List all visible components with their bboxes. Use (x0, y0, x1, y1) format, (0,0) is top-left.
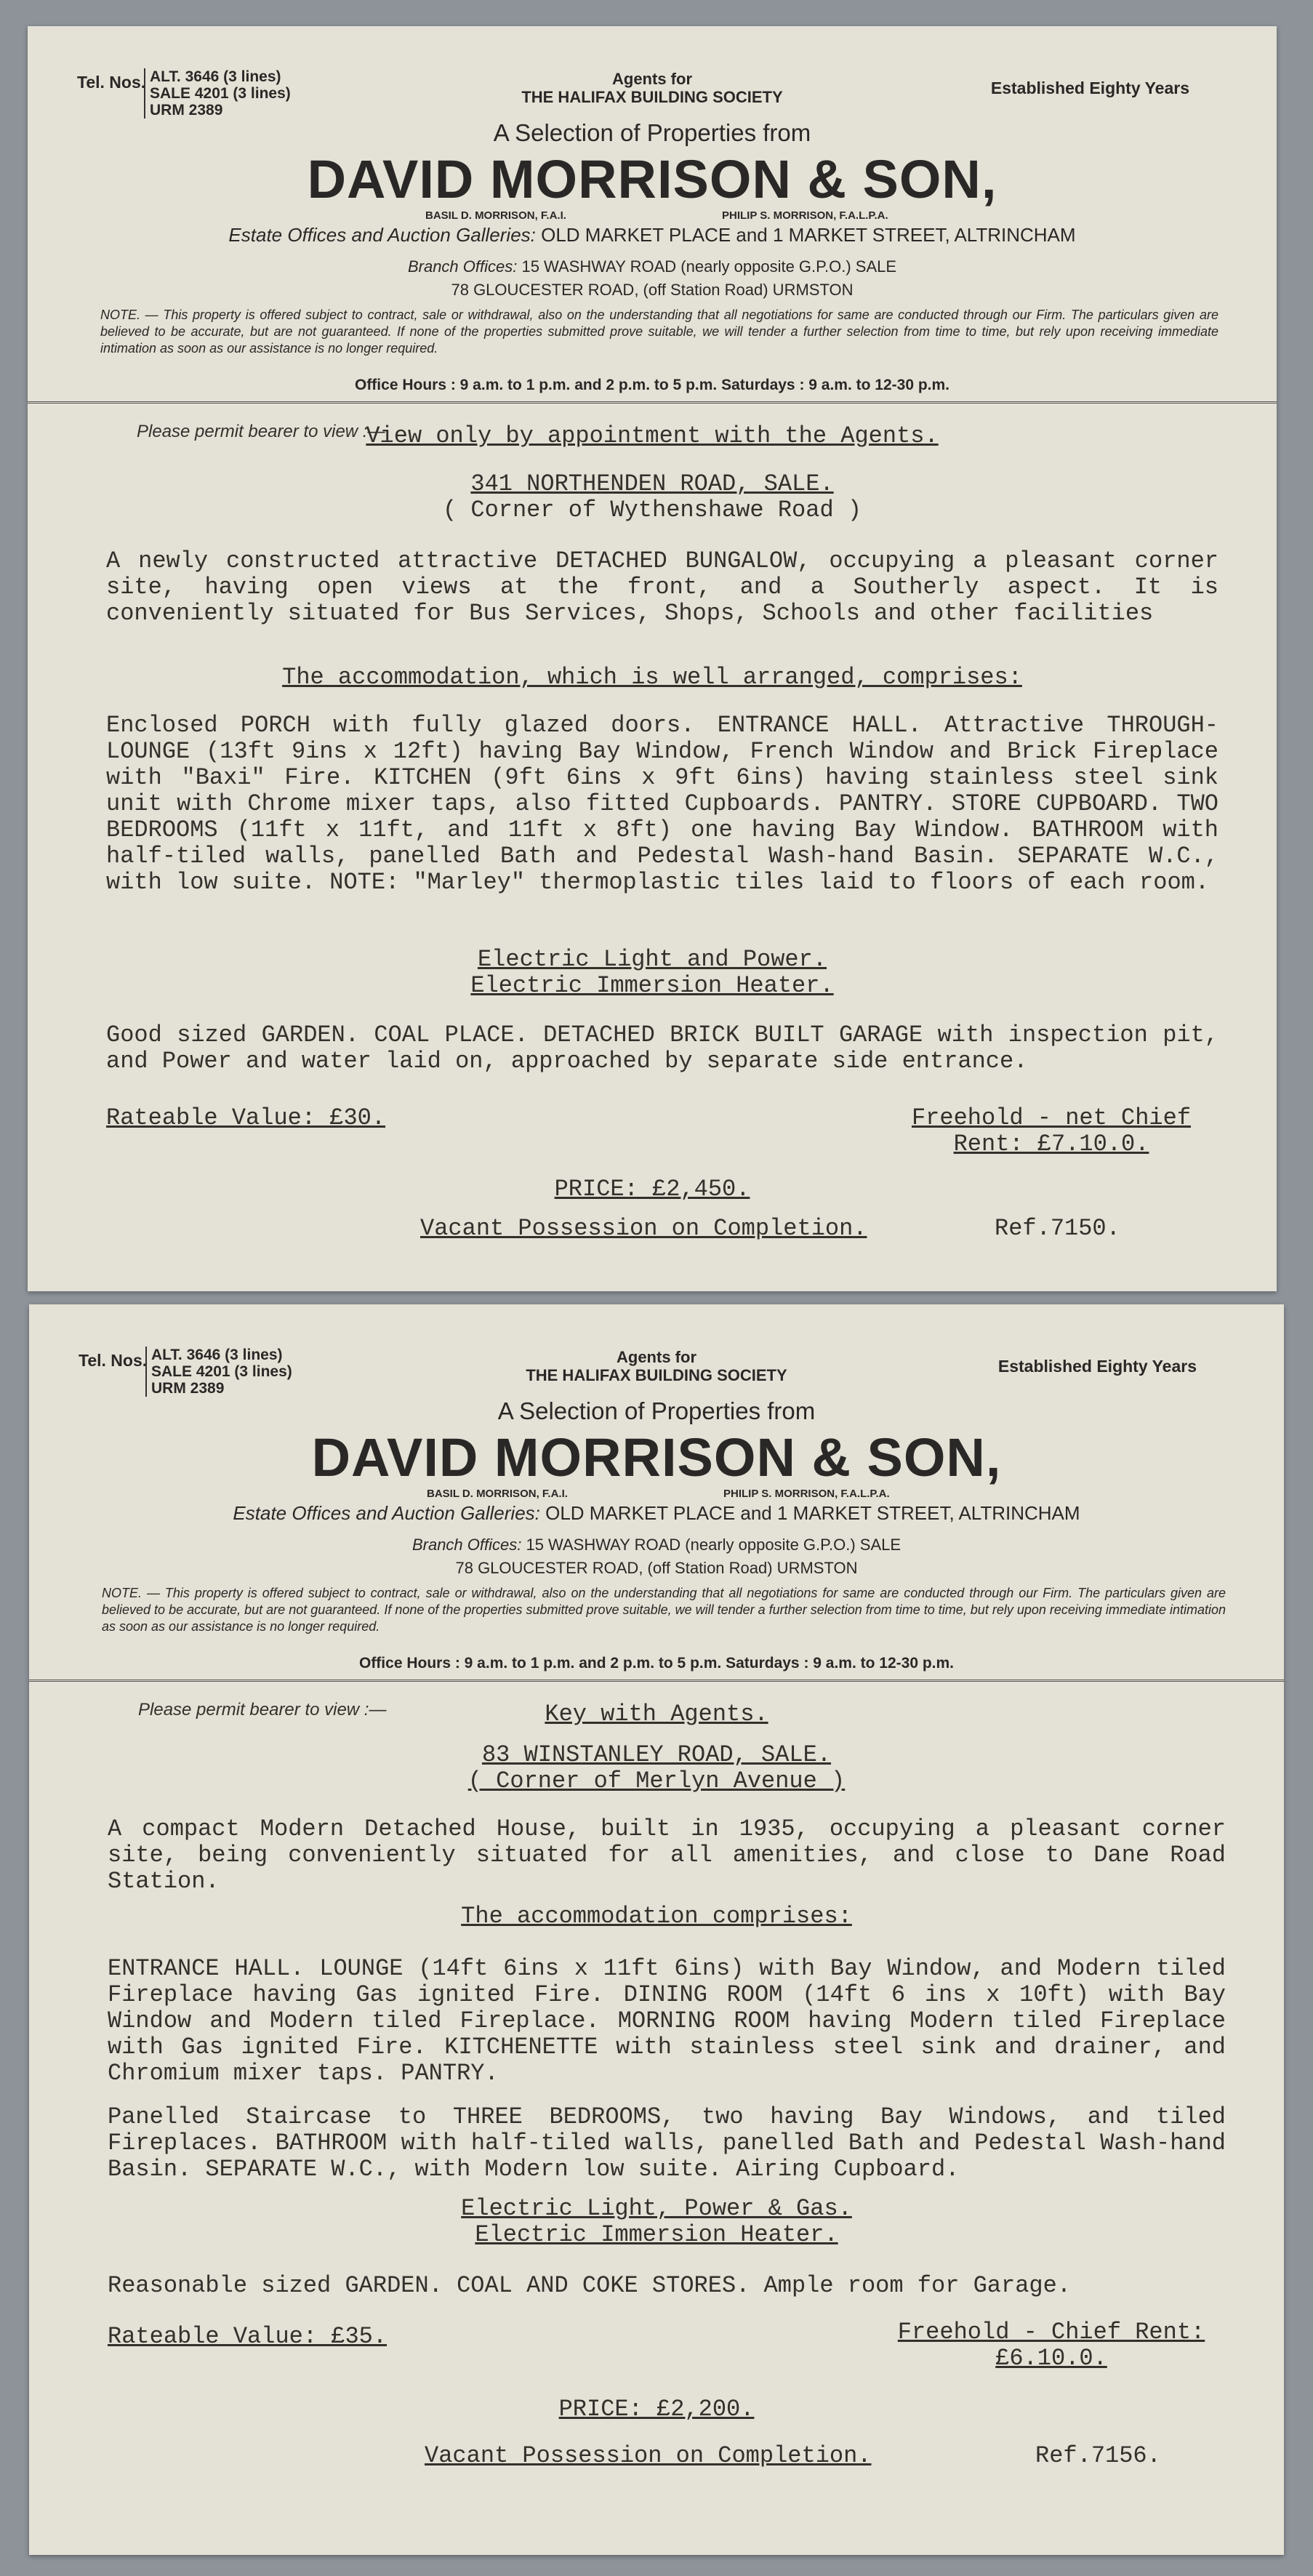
reference-number: Ref.7156. (1035, 2442, 1161, 2469)
tel-line: ALT. 3646 (3 lines) (150, 68, 281, 85)
firm-name: DAVID MORRISON & SON, (307, 149, 997, 209)
terms-note: NOTE. — This property is offered subject to contract, sale or withdrawal, also on the understanding that all negotiations for same are conducted through our Firm. The particulars given are believed to be accurate, but are not guaranteed. If none of the properties submitted prove suitable, we will tender a further selection from time to time, but rely upon receiving immediate intimation as soon as our assistance is no longer required. (102, 1586, 1226, 1634)
corner-note: ( Corner of Wythenshawe Road ) (442, 497, 862, 523)
reference-number: Ref.7150. (995, 1215, 1120, 1242)
tel-label: Tel. Nos. (79, 1351, 148, 1370)
estate-address: OLD MARKET PLACE and 1 MARKET STREET, ALTRINCHAM (541, 224, 1076, 246)
branch-offices (29, 1536, 1284, 1554)
price: PRICE: £2,200. (558, 2396, 755, 2423)
partner-name: PHILIP S. MORRISON, F.A.L.P.A. (723, 1488, 890, 1500)
possession-note: Vacant Possession on Completion. (425, 2442, 872, 2469)
divider (29, 1680, 1284, 1682)
selection-title: A Selection of Properties from (493, 119, 811, 146)
viewing-terms: Key with Agents. (545, 1701, 768, 1728)
branch-label: Branch Offices: (411, 1536, 522, 1554)
services-line: Electric Light and Power. (477, 946, 827, 973)
estate-offices (29, 1502, 1284, 1525)
permit-line: Please permit bearer to view :— (138, 1700, 387, 1720)
partner-name: BASIL D. MORRISON, F.A.I. (427, 1488, 568, 1500)
possession-note: Vacant Possession on Completion. (420, 1215, 867, 1242)
established-note: Established Eighty Years (997, 1357, 1197, 1376)
office-hours: Office Hours : 9 a.m. to 1 p.m. and 2 p.m. to 5 p.m. Saturdays : 9 a.m. to 12-30 p.m. (358, 1655, 955, 1672)
price: PRICE: £2,450. (554, 1176, 750, 1203)
accommodation-heading: The accommodation, which is well arranged, comprises: (282, 664, 1022, 691)
branch-address: 15 WASHWAY ROAD (nearly opposite G.P.O.) SALE (526, 1536, 902, 1554)
intro-paragraph: A compact Modern Detached House, built in 1935, occupying a pleasant corner site, being conveniently situated for all amenities, and close to Dane Road Station. (108, 1815, 1226, 1895)
viewing-terms: View only by appointment with the Agents. (366, 422, 939, 449)
tel-line: SALE 4201 (3 lines) (150, 85, 291, 102)
tel-line: ALT. 3646 (3 lines) (151, 1347, 283, 1363)
agents-line: Agents for (617, 1348, 696, 1366)
intro-paragraph: A newly constructed attractive DETACHED BUNGALOW, occupying a pleasant corner site, having open views at the front, and a Southerly aspect. It is conveniently situated for Bus Services, Shops, Schools and other facilities (106, 547, 1218, 627)
services-line: Electric Immersion Heater. (475, 2221, 838, 2248)
tel-line: URM 2389 (151, 1380, 225, 1397)
branch-label: Branch Offices: (407, 257, 518, 276)
office-hours: Office Hours : 9 a.m. to 1 p.m. and 2 p.m. to 5 p.m. Saturdays : 9 a.m. to 12-30 p.m. (354, 377, 950, 393)
partner-name: PHILIP S. MORRISON, F.A.L.P.A. (722, 209, 888, 222)
accommodation-paragraph: Panelled Staircase to THREE BEDROOMS, two having Bay Windows, and tiled Fireplaces. BATHROOM with half-tiled walls, panelled Bath and Pedestal Wash-hand Basin. SEPARATE W.C., with Modern low suite. Airing Cupboard. (108, 2103, 1226, 2183)
tel-label: Tel. Nos. (77, 73, 146, 92)
rateable-value: Rateable Value: £35. (108, 2323, 388, 2350)
tenure-line: Freehold - Chief Rent: (897, 2319, 1205, 2346)
tel-line: SALE 4201 (3 lines) (151, 1363, 292, 1380)
accommodation-paragraph: Enclosed PORCH with fully glazed doors. ENTRANCE HALL. Attractive THROUGH-LOUNGE (13ft 9ins x 12ft) having Bay Window, French Window and Brick Fireplace with "Baxi" Fire. KITCHEN (9ft 6ins x 9ft 6ins) having stainless steel sink unit with Chrome mixer taps, also fitted Cupboards. PANTRY. STORE CUPBOARD. TWO BEDROOMS (11ft x 11ft, and 11ft x 8ft) one having Bay Window. BATHROOM with half-tiled walls, panelled Bath and Pedestal Wash-hand Basin. SEPARATE W.C., with low suite. NOTE: "Marley" thermoplastic tiles laid to floors of each room. (106, 712, 1218, 896)
agents-line: THE HALIFAX BUILDING SOCIETY (521, 88, 783, 106)
branch-address: 78 GLOUCESTER ROAD, (off Station Road) URMSTON (455, 1559, 858, 1577)
branch-address: 15 WASHWAY ROAD (nearly opposite G.P.O.) SALE (521, 257, 897, 276)
established-note: Established Eighty Years (990, 79, 1189, 97)
property-sheet-2 (29, 1304, 1284, 2555)
property-address: 341 NORTHENDEN ROAD, SALE. (470, 470, 834, 497)
tenure-line: Rent: £7.10.0. (953, 1131, 1149, 1157)
estate-address: OLD MARKET PLACE and 1 MARKET STREET, ALTRINCHAM (545, 1502, 1080, 1524)
letterhead (28, 26, 1277, 412)
accommodation-paragraph: ENTRANCE HALL. LOUNGE (14ft 6ins x 11ft 6ins) with Bay Window, and Modern tiled Fireplace having Gas ignited Fire. DINING ROOM (14ft 6 ins x 10ft) with Bay Window and Modern tiled Fireplace. MORNING ROOM having Modern tiled Fireplace with Gas ignited Fire. KITCHENETTE with stainless steel sink and drainer, and Chromium mixer taps. PANTRY. (108, 1955, 1226, 2087)
services-line: Electric Light, Power & Gas. (461, 2195, 852, 2222)
garden-paragraph: Good sized GARDEN. COAL PLACE. DETACHED BRICK BUILT GARAGE with inspection pit, and Power and water laid on, approached by separate side entrance. (106, 1022, 1218, 1075)
property-address: 83 WINSTANLEY ROAD, SALE. (481, 1741, 832, 1768)
estate-label: Estate Offices and Auction Galleries: (228, 224, 536, 246)
corner-note: ( Corner of Merlyn Avenue ) (467, 1768, 846, 1794)
tenure-line: £6.10.0. (995, 2345, 1107, 2372)
rateable-value: Rateable Value: £30. (106, 1104, 386, 1131)
terms-note: NOTE. — This property is offered subject to contract, sale or withdrawal, also on the understanding that all negotiations for same are conducted through our Firm. The particulars given are believed to be accurate, but are not guaranteed. If none of the properties submitted prove suitable, we will tender a further selection from time to time, but rely upon receiving immediate intimation as soon as our assistance is no longer required. (100, 308, 1218, 356)
estate-offices (28, 224, 1277, 246)
tenure (848, 2319, 1255, 2372)
accommodation-heading: The accommodation comprises: (461, 1903, 852, 1930)
tel-line: URM 2389 (150, 102, 223, 119)
agents-line: Agents for (612, 70, 692, 88)
branch-offices (28, 257, 1277, 276)
branch-address: 78 GLOUCESTER ROAD, (off Station Road) URMSTON (451, 281, 854, 299)
estate-label: Estate Offices and Auction Galleries: (233, 1502, 540, 1524)
services-line: Electric Immersion Heater. (470, 972, 834, 999)
firm-name: DAVID MORRISON & SON, (311, 1427, 1002, 1488)
tenure-line: Freehold - net Chief (911, 1104, 1192, 1131)
selection-title: A Selection of Properties from (497, 1397, 816, 1424)
divider (28, 401, 1277, 404)
partner-name: BASIL D. MORRISON, F.A.I. (425, 209, 566, 222)
permit-line: Please permit bearer to view :— (137, 422, 385, 441)
garden-paragraph: Reasonable sized GARDEN. COAL AND COKE STORES. Ample room for Garage. (108, 2272, 1072, 2299)
letterhead (29, 1304, 1284, 1690)
tenure (877, 1105, 1226, 1157)
property-sheet-1 (28, 26, 1277, 1291)
agents-line: THE HALIFAX BUILDING SOCIETY (526, 1366, 787, 1384)
